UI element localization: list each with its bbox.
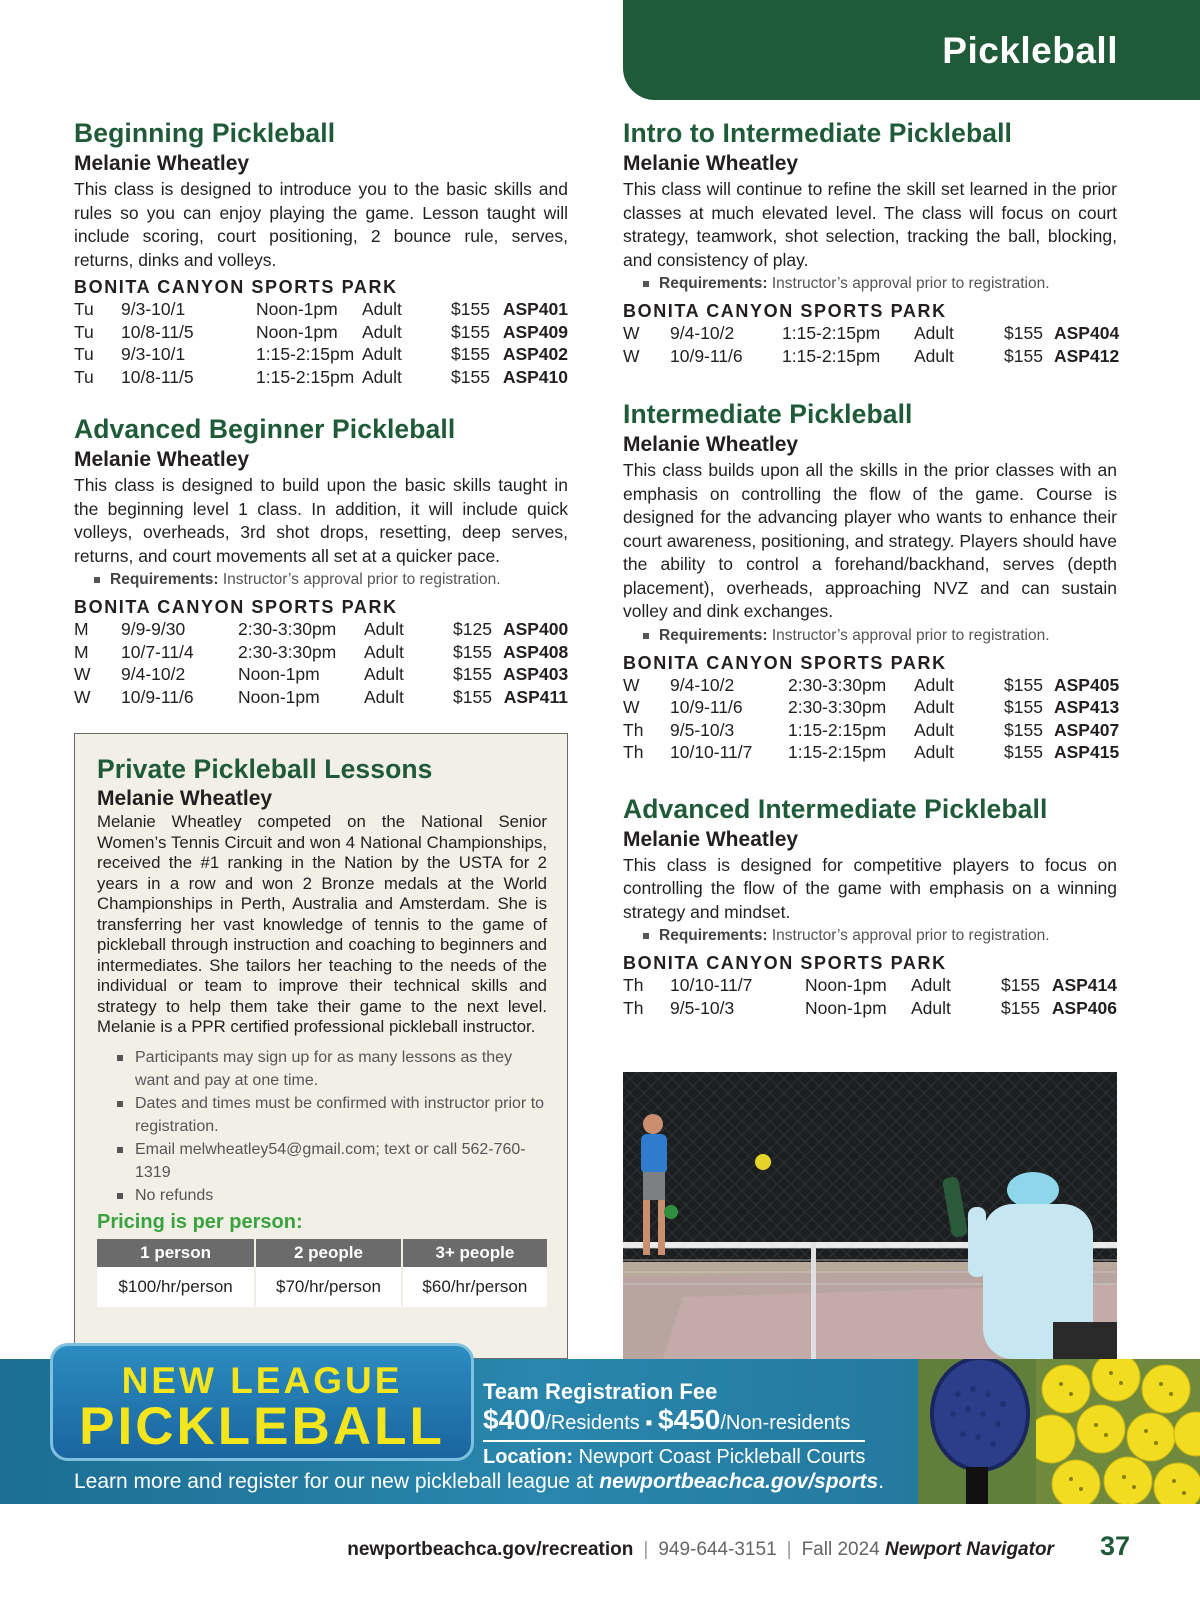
section-header-tab xyxy=(623,0,1200,100)
schedule-age: Adult xyxy=(362,299,402,319)
schedule-row xyxy=(623,696,1120,719)
footer-separator: | xyxy=(786,1539,792,1560)
schedule-dates: 9/4-10/2 xyxy=(670,323,735,343)
pricing-header: 3+ people xyxy=(402,1239,547,1267)
schedule-row xyxy=(74,618,568,641)
requirements-label: Requirements: xyxy=(110,571,219,588)
bullet-item: Participants may sign up for as many lessons as they want and pay at one time. xyxy=(117,1046,547,1092)
section-title: Pickleball xyxy=(942,30,1118,71)
schedule-dates: 10/10-11/7 xyxy=(670,742,753,762)
schedule-age: Adult xyxy=(914,345,954,366)
schedule-time: 1:15-2:15pm xyxy=(788,742,887,762)
nonresident-price: $450 xyxy=(658,1404,721,1435)
schedule-time: 2:30-3:30pm xyxy=(238,619,337,639)
schedule-course-code: ASP403 xyxy=(503,664,569,684)
schedule-day: Th xyxy=(623,975,644,995)
schedule-dates: 9/9-9/30 xyxy=(121,619,186,639)
schedule-age: Adult xyxy=(362,366,402,387)
schedule-course-code: ASP412 xyxy=(1054,345,1120,366)
price-separator: ▪ xyxy=(645,1412,653,1434)
schedule-row xyxy=(74,343,568,366)
schedule-course-code: ASP406 xyxy=(1051,997,1117,1018)
schedule-course-code: ASP411 xyxy=(503,686,568,707)
schedule-fee: $155 xyxy=(1001,975,1040,995)
schedule-fee: $155 xyxy=(453,686,492,707)
schedule-day: W xyxy=(623,345,640,366)
schedule-course-code: ASP400 xyxy=(503,619,569,639)
right-column xyxy=(623,116,1120,1045)
schedule-fee: $155 xyxy=(451,366,490,387)
schedule-fee: $155 xyxy=(451,344,490,364)
schedule-day: M xyxy=(74,619,89,639)
private-title: Private Pickleball Lessons xyxy=(97,754,433,784)
schedule-time: 1:15-2:15pm xyxy=(256,344,355,364)
schedule-time: Noon-1pm xyxy=(256,321,338,342)
page-footer xyxy=(347,1531,1130,1562)
pricing-table xyxy=(97,1239,547,1307)
schedule-age: Adult xyxy=(911,975,951,995)
location-heading: BONITA CANYON SPORTS PARK xyxy=(623,652,947,673)
schedule-course-code: ASP415 xyxy=(1054,742,1120,762)
requirements-label: Requirements: xyxy=(659,626,768,644)
schedule-fee: $155 xyxy=(1001,997,1040,1018)
schedule-row xyxy=(623,322,1120,345)
schedule-course-code: ASP408 xyxy=(503,641,569,662)
schedule-age: Adult xyxy=(914,674,954,695)
requirements-label: Requirements: xyxy=(659,927,768,944)
schedule-table xyxy=(74,298,568,388)
learn-end: . xyxy=(878,1470,885,1493)
location-value: Newport Coast Pickleball Courts xyxy=(578,1446,866,1468)
schedule-fee: $155 xyxy=(1004,323,1043,343)
resident-label: /Residents xyxy=(545,1412,640,1434)
sports-link[interactable]: newportbeachca.gov/sports xyxy=(599,1470,879,1493)
schedule-dates: 9/4-10/2 xyxy=(670,674,735,695)
schedule-row xyxy=(623,741,1120,764)
schedule-dates: 10/8-11/5 xyxy=(121,366,194,387)
course-title: Advanced Beginner Pickleball xyxy=(74,414,456,444)
schedule-time: 1:15-2:15pm xyxy=(788,719,887,740)
footer-publication: Newport Navigator xyxy=(885,1539,1054,1560)
schedule-fee: $155 xyxy=(451,299,490,319)
location-label: Location: xyxy=(483,1446,573,1468)
requirements-text: Instructor’s approval prior to registration. xyxy=(771,275,1050,292)
schedule-age: Adult xyxy=(914,742,954,762)
schedule-row xyxy=(74,663,568,686)
pricing-header: 1 person xyxy=(97,1239,255,1267)
requirements-text: Instructor’s approval prior to registration. xyxy=(222,571,501,588)
schedule-fee: $155 xyxy=(1004,742,1043,762)
schedule-row xyxy=(74,686,568,709)
schedule-course-code: ASP414 xyxy=(1051,975,1117,995)
league-location xyxy=(483,1442,865,1472)
footer-separator: | xyxy=(643,1539,649,1560)
pricing-value: $60/hr/person xyxy=(402,1267,547,1307)
schedule-course-code: ASP409 xyxy=(502,321,568,342)
recreation-url[interactable]: newportbeachca.gov/recreation xyxy=(347,1539,634,1560)
schedule-age: Adult xyxy=(362,321,402,342)
schedule-day: Tu xyxy=(74,321,94,342)
pickleballs-illustration xyxy=(1036,1359,1200,1504)
schedule-table xyxy=(623,674,1120,764)
course-intro-intermediate xyxy=(623,116,1120,367)
footer-phone: 949-644-3151 xyxy=(658,1539,777,1560)
schedule-fee: $155 xyxy=(451,321,490,342)
fee-block xyxy=(483,1379,865,1472)
bullet-item: Email melwheatley54@gmail.com; text or call 562-760-1319 xyxy=(117,1138,547,1184)
nonresident-label: /Non-residents xyxy=(720,1412,851,1434)
new-league-badge xyxy=(50,1343,474,1461)
instructor-name: Melanie Wheatley xyxy=(623,433,799,456)
schedule-time: 2:30-3:30pm xyxy=(788,674,887,695)
badge-line-1: NEW LEAGUE xyxy=(121,1360,403,1401)
schedule-age: Adult xyxy=(364,619,404,639)
schedule-age: Adult xyxy=(364,664,404,684)
schedule-time: 1:15-2:15pm xyxy=(256,366,355,387)
instructor-name: Melanie Wheatley xyxy=(74,152,250,175)
learn-text: Learn more and register for our new pickleball league at xyxy=(74,1470,594,1493)
schedule-time: 2:30-3:30pm xyxy=(238,641,337,662)
location-heading: BONITA CANYON SPORTS PARK xyxy=(623,301,947,321)
new-league-banner xyxy=(0,1359,1200,1504)
schedule-dates: 10/7-11/4 xyxy=(121,641,194,662)
course-title: Intro to Intermediate Pickleball xyxy=(623,118,1013,148)
schedule-time: 1:15-2:15pm xyxy=(782,345,881,366)
schedule-fee: $155 xyxy=(1004,345,1043,366)
schedule-table xyxy=(623,322,1120,367)
schedule-day: W xyxy=(623,697,640,717)
schedule-age: Adult xyxy=(364,641,404,662)
schedule-row xyxy=(74,366,568,389)
schedule-dates: 9/4-10/2 xyxy=(121,664,186,684)
course-description: This class is designed to introduce you to the basic skills and rules so you can enjoy playing the game. Lesson taught will include scoring, court positioning, 2 bounce rule, serves, returns, dinks and volleys. xyxy=(74,179,568,270)
schedule-row xyxy=(74,641,568,664)
schedule-age: Adult xyxy=(914,719,954,740)
course-description: This class is designed to build upon the basic skills taught in the beginning level 1 class. In addition, it will include quick volleys, overheads, 3rd shot drops, resetting, deep serves, returns, and court movements all set at a quicker pace. xyxy=(74,475,568,566)
schedule-dates: 10/8-11/5 xyxy=(121,321,194,342)
schedule-age: Adult xyxy=(914,323,954,343)
badge-line-2: PICKLEBALL xyxy=(79,1397,445,1456)
schedule-age: Adult xyxy=(362,344,402,364)
course-advanced-intermediate xyxy=(623,792,1117,1020)
schedule-row xyxy=(623,674,1120,697)
schedule-course-code: ASP401 xyxy=(502,299,568,319)
schedule-dates: 10/10-11/7 xyxy=(670,975,753,995)
schedule-course-code: ASP407 xyxy=(1054,719,1120,740)
schedule-course-code: ASP404 xyxy=(1054,323,1120,343)
schedule-day: M xyxy=(74,641,89,662)
footer-issue: Fall 2024 xyxy=(801,1539,880,1560)
schedule-time: 2:30-3:30pm xyxy=(788,697,887,717)
schedule-row xyxy=(623,719,1120,742)
instructor-name: Melanie Wheatley xyxy=(74,448,250,471)
resident-price: $400 xyxy=(483,1404,546,1435)
page-number: 37 xyxy=(1099,1531,1130,1561)
schedule-fee: $155 xyxy=(453,664,492,684)
course-title: Beginning Pickleball xyxy=(74,118,336,148)
requirements-label: Requirements: xyxy=(659,275,768,292)
instructor-name: Melanie Wheatley xyxy=(623,152,799,175)
schedule-day: Th xyxy=(623,997,644,1018)
location-heading: BONITA CANYON SPORTS PARK xyxy=(623,953,947,973)
schedule-dates: 9/3-10/1 xyxy=(121,299,186,319)
requirements-note xyxy=(641,272,1117,296)
schedule-dates: 10/9-11/6 xyxy=(121,686,194,707)
instructor-name: Melanie Wheatley xyxy=(97,787,273,810)
pricing-value: $70/hr/person xyxy=(255,1267,402,1307)
schedule-day: Tu xyxy=(74,366,94,387)
requirements-note xyxy=(92,568,568,592)
course-intermediate xyxy=(623,397,1120,764)
course-description: This class builds upon all the skills in the prior classes with an emphasis on controlling the flow of the game. Course is designed for the advancing player who wants to enhance their court awareness, positioning, and strategy. Players should have the ability to control a forehand/backhand, serves (depth placement), overheads, approaching NVZ and can sustain volley and dink exchanges. xyxy=(623,460,1117,621)
pricing-value: $100/hr/person xyxy=(97,1267,255,1307)
schedule-day: W xyxy=(623,323,640,343)
fee-prices xyxy=(483,1405,865,1442)
schedule-table xyxy=(74,618,568,708)
requirements-note xyxy=(641,624,1117,648)
schedule-row xyxy=(74,298,568,321)
bullet-item: Dates and times must be confirmed with instructor prior to registration. xyxy=(117,1092,547,1138)
schedule-dates: 10/9-11/6 xyxy=(670,345,743,366)
schedule-course-code: ASP405 xyxy=(1054,674,1120,695)
schedule-row xyxy=(623,345,1120,368)
course-description: This class is designed for competitive players to focus on controlling the flow of the game with emphasis on a winning strategy and mindset. xyxy=(623,854,1117,922)
schedule-fee: $155 xyxy=(1004,697,1043,717)
location-heading: BONITA CANYON SPORTS PARK xyxy=(74,597,398,617)
schedule-course-code: ASP413 xyxy=(1054,697,1120,717)
schedule-fee: $155 xyxy=(1004,719,1043,740)
course-title: Advanced Intermediate Pickleball xyxy=(623,793,1048,824)
schedule-time: Noon-1pm xyxy=(238,686,320,707)
photo-illustration xyxy=(623,1072,1117,1359)
schedule-day: W xyxy=(623,674,640,695)
schedule-fee: $155 xyxy=(453,641,492,662)
schedule-day: Tu xyxy=(74,344,94,364)
schedule-course-code: ASP402 xyxy=(502,344,568,364)
schedule-age: Adult xyxy=(911,997,951,1018)
course-title: Intermediate Pickleball xyxy=(623,399,913,429)
location-heading: BONITA CANYON SPORTS PARK xyxy=(74,277,398,297)
instructor-name: Melanie Wheatley xyxy=(623,827,799,851)
schedule-row xyxy=(623,974,1117,997)
schedule-age: Adult xyxy=(364,686,404,707)
learn-more-line xyxy=(74,1469,884,1495)
fee-title: Team Registration Fee xyxy=(483,1379,718,1404)
schedule-table xyxy=(623,974,1117,1019)
private-bullets xyxy=(117,1046,547,1207)
schedule-time: Noon-1pm xyxy=(805,997,887,1018)
course-advanced-beginner xyxy=(74,412,568,708)
schedule-dates: 9/5-10/3 xyxy=(670,997,735,1018)
left-column xyxy=(74,116,568,734)
schedule-time: Noon-1pm xyxy=(238,664,320,684)
bullet-item: No refunds xyxy=(117,1184,547,1207)
schedule-day: W xyxy=(74,686,91,707)
schedule-time: Noon-1pm xyxy=(256,299,338,319)
pricing-header: 2 people xyxy=(255,1239,402,1267)
schedule-row xyxy=(623,997,1117,1020)
requirements-text: Instructor’s approval prior to registration. xyxy=(771,927,1050,944)
instructor-bio: Melanie Wheatley competed on the National Senior Women’s Tennis Circuit and won 4 National Championships, received the #1 ranking in the Nation by the USTA for 2 years in a row and won 2 Bronze medals at the World Championships in Perth, Australia and Amsterdam. She is transferring her vast knowledge of tennis to the game of pickleball through instruction and coaching to beginners and intermediates. She tailors her teaching to the needs of the individual or team to improve their technical skills and strategy to help them take their game to the next level. Melanie is a PPR certified professional pickleball instructor. xyxy=(97,812,547,1036)
requirements-text: Instructor’s approval prior to registration. xyxy=(771,626,1050,644)
private-lessons-box xyxy=(74,733,568,1359)
pickleball-players-photo xyxy=(623,1072,1117,1359)
schedule-time: Noon-1pm xyxy=(805,975,887,995)
pricing-title: Pricing is per person: xyxy=(97,1210,303,1233)
schedule-fee: $125 xyxy=(453,619,492,639)
schedule-age: Adult xyxy=(914,697,954,717)
schedule-dates: 9/3-10/1 xyxy=(121,344,186,364)
schedule-course-code: ASP410 xyxy=(502,366,568,387)
schedule-fee: $155 xyxy=(1004,674,1043,695)
requirements-note xyxy=(641,924,1117,948)
paddle-illustration xyxy=(918,1359,1036,1504)
schedule-day: Th xyxy=(623,719,644,740)
schedule-day: Th xyxy=(623,742,644,762)
schedule-dates: 9/5-10/3 xyxy=(670,719,735,740)
schedule-dates: 10/9-11/6 xyxy=(670,697,743,717)
schedule-time: 1:15-2:15pm xyxy=(782,323,881,343)
course-description: This class will continue to refine the skill set learned in the prior classes at much elevated level. The class will focus on court strategy, teamwork, shot selection, tracking the ball, blocking, and consistency of play. xyxy=(623,179,1117,270)
course-beginning xyxy=(74,116,568,388)
schedule-day: Tu xyxy=(74,299,94,319)
schedule-row xyxy=(74,321,568,344)
schedule-day: W xyxy=(74,664,91,684)
